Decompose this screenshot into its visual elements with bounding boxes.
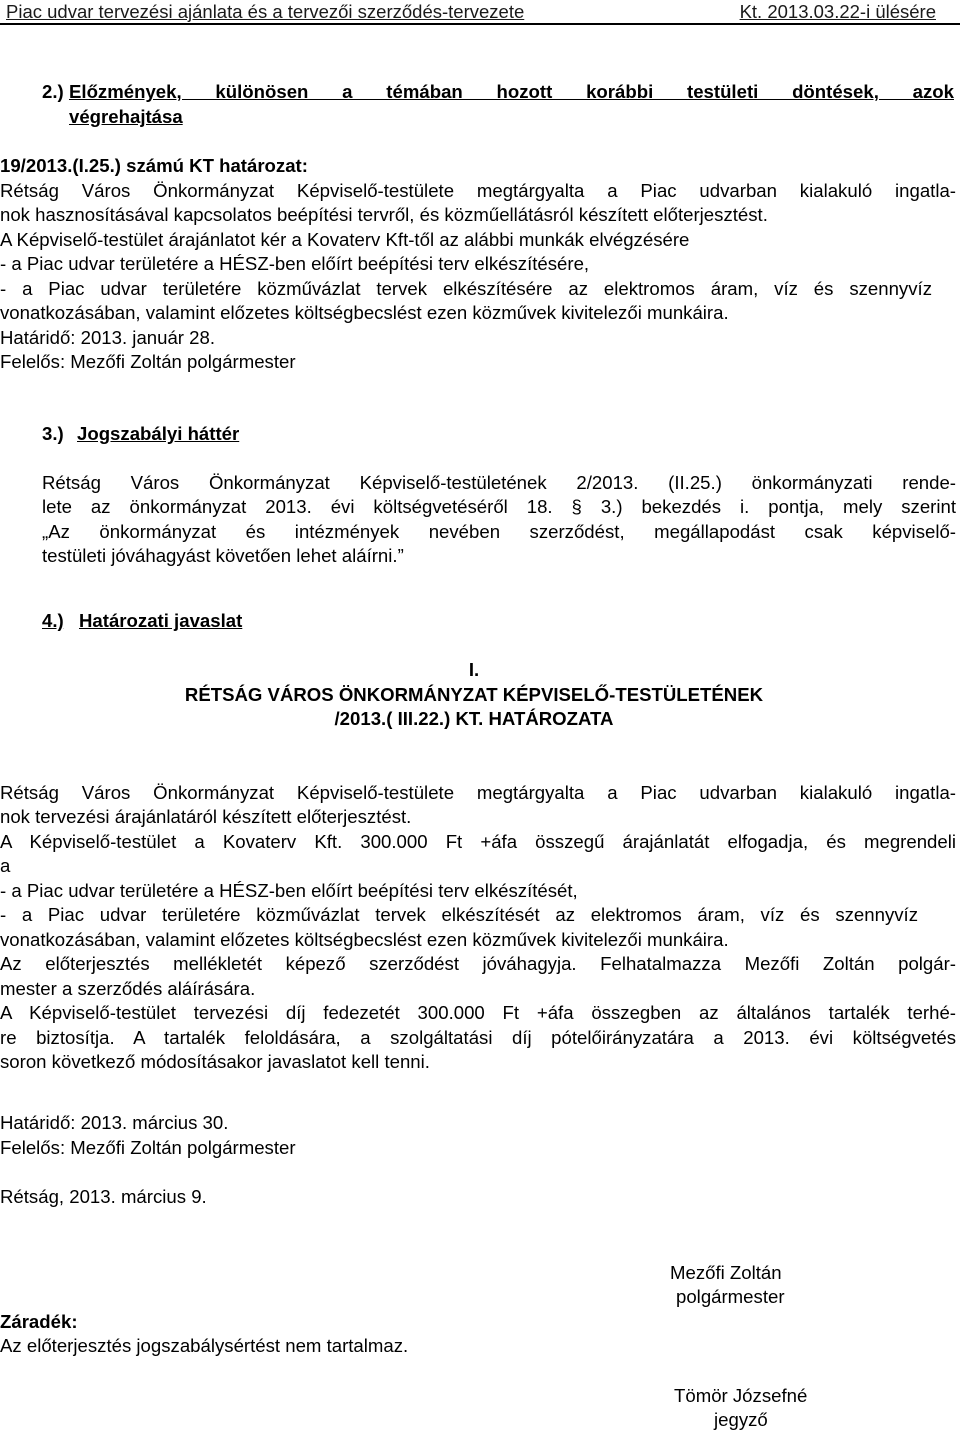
- resolution-roman-numeral: I.: [468, 659, 480, 680]
- resolution-deadline: Határidő: 2013. március 30.: [0, 1112, 229, 1133]
- section-2-line: - a Piac udvar területére közművázlat tervek elkészítésére az elektromos áram, víz és szennyvíz: [0, 278, 932, 299]
- signer-name: Mezőfi Zoltán: [670, 1262, 782, 1283]
- notary-name: Tömör Józsefné: [674, 1385, 808, 1406]
- resolution-line: A Képviselő-testület tervezési díj fedezetét 300.000 Ft +áfa összegben az általános tartalék terhé-: [0, 1002, 956, 1023]
- resolution-line: vonatkozásában, valamint előzetes költségbecslést ezen közművek kivitelezői munkáira.: [0, 929, 729, 950]
- resolution-line: Rétság Város Önkormányzat Képviselő-testülete megtárgyalta a Piac udvarban kialakuló ingatla-: [0, 782, 956, 803]
- section-3-quote-cont: testületi jóváhagyást követően lehet aláírni.”: [42, 545, 404, 566]
- section-2-responsible: Felelős: Mezőfi Zoltán polgármester: [0, 351, 296, 372]
- resolution-line: mester a szerződés aláírására.: [0, 978, 256, 999]
- section-3-quote: „Az önkormányzat és intézmények nevében szerződést, megállapodást csak képviselő-: [42, 521, 956, 542]
- meeting-date: Kt. 2013.03.22-i ülésére: [739, 1, 936, 22]
- clause-label: Záradék:: [0, 1311, 78, 1332]
- signer-title: polgármester: [676, 1286, 785, 1307]
- notary-title: jegyző: [714, 1409, 768, 1430]
- resolution-line: Az előterjesztés mellékletét képező szerződést jóváhagyja. Felhatalmazza Mezőfi Zoltán polgár-: [0, 953, 956, 974]
- section-2-line: Rétság Város Önkormányzat Képviselő-testülete megtárgyalta a Piac udvarban kialakuló ingatla-: [0, 180, 956, 201]
- section-2-line: nok hasznosításával kapcsolatos beépítési tervről, és közműellátásról készített előterjesztést.: [0, 204, 768, 225]
- section-4-number: 4.): [42, 610, 64, 631]
- resolution-line: nok tervezési árajánlatáról készített előterjesztést.: [0, 806, 412, 827]
- section-2-heading-cont: végrehajtása: [69, 106, 183, 127]
- page-header: [0, 0, 960, 24]
- section-2-deadline: Határidő: 2013. január 28.: [0, 327, 216, 348]
- resolution-responsible: Felelős: Mezőfi Zoltán polgármester: [0, 1137, 296, 1158]
- section-3-line: Rétság Város Önkormányzat Képviselő-testületének 2/2013. (II.25.) önkormányzati rende-: [42, 472, 956, 493]
- resolution-heading-cont: /2013.( III.22.) KT. HATÁROZATA: [334, 708, 614, 729]
- resolution-line: a: [0, 855, 11, 876]
- resolution-line: soron következő módosításakor javaslatot kell tenni.: [0, 1051, 430, 1072]
- resolution-line: re biztosítja. A tartalék feloldására, a szolgáltatási díj pótelőirányzatára a 2013. évi költségvetés: [0, 1027, 956, 1048]
- place-date: Rétság, 2013. március 9.: [0, 1186, 207, 1207]
- resolution-line: - a Piac udvar területére közművázlat tervek elkészítését az elektromos áram, víz és szennyvíz: [0, 904, 918, 925]
- section-2-number: 2.): [42, 81, 64, 102]
- document-title: Piac udvar tervezési ajánlata és a tervezői szerződés-tervezete: [6, 1, 525, 22]
- section-4-heading: Határozati javaslat: [79, 610, 243, 631]
- resolution-heading: RÉTSÁG VÁROS ÖNKORMÁNYZAT KÉPVISELŐ-TESTÜLETÉNEK: [184, 684, 764, 705]
- section-2-line: vonatkozásában, valamint előzetes költségbecslést ezen közművek kivitelezői munkáira.: [0, 302, 729, 323]
- clause-text: Az előterjesztés jogszabálysértést nem tartalmaz.: [0, 1335, 409, 1356]
- section-2-heading: Előzmények, különösen a témában hozott korábbi testületi döntések, azok: [69, 81, 954, 102]
- resolution-line: A Képviselő-testület a Kovaterv Kft. 300.000 Ft +áfa összegű árajánlatát elfogadja, és megrendeli: [0, 831, 956, 852]
- header-divider: [0, 23, 960, 25]
- section-3-number: 3.): [42, 423, 64, 444]
- section-3-line: lete az önkormányzat 2013. évi költségvetéséről 18. § 3.) bekezdés i. pontja, mely szerint: [42, 496, 956, 517]
- resolution-line: - a Piac udvar területére a HÉSZ-ben előírt beépítési terv elkészítését,: [0, 880, 578, 901]
- section-2-line: A Képviselő-testület árajánlatot kér a Kovaterv Kft-től az alábbi munkák elvégzésére: [0, 229, 690, 250]
- section-3-heading: Jogszabályi háttér: [77, 423, 240, 444]
- section-2-line: - a Piac udvar területére a HÉSZ-ben előírt beépítési terv elkészítésére,: [0, 253, 590, 274]
- resolution-title: 19/2013.(I.25.) számú KT határozat:: [0, 155, 308, 176]
